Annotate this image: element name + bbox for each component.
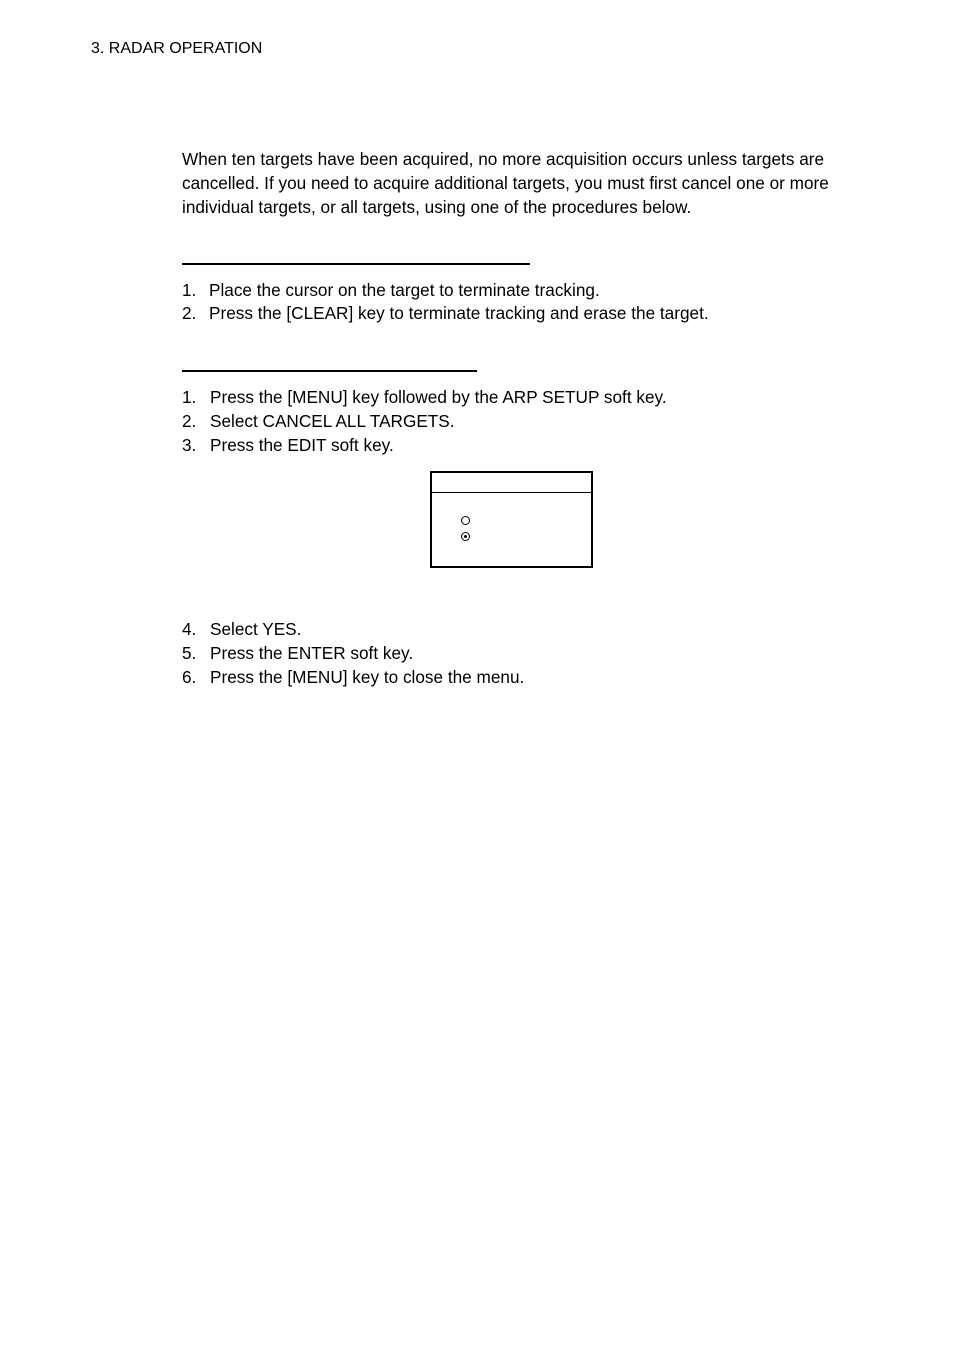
radio-selected-dot-icon: [464, 535, 467, 538]
radio-button-unselected[interactable]: [461, 516, 470, 525]
step-item: [182, 665, 524, 689]
step-item: [182, 279, 709, 302]
dialog-title-bar: [432, 473, 591, 493]
step-text: Press the [MENU] key to close the menu.: [210, 667, 525, 687]
cancel-all-steps-continued: [182, 617, 524, 689]
radio-button-selected[interactable]: [461, 532, 470, 541]
intro-paragraph: When ten targets have been acquired, no more acquisition occurs unless targets are cancelled. If you need to acquire additional targets, you must first cancel one or more individual targets, or all targets, using one of the procedures below.: [182, 149, 829, 217]
step-text: Place the cursor on the target to terminate tracking.: [209, 280, 600, 300]
step-text: Select CANCEL ALL TARGETS.: [210, 411, 455, 431]
step-text: Press the ENTER soft key.: [210, 643, 414, 663]
step-item: [182, 433, 667, 457]
step-text: Press the [CLEAR] key to terminate tracking and erase the target.: [209, 303, 709, 323]
step-number: 1.: [182, 387, 197, 407]
individual-cancel-steps: [182, 279, 709, 325]
step-item: [182, 617, 524, 641]
step-number: 2.: [182, 411, 197, 431]
step-text: Select YES.: [210, 619, 302, 639]
step-text: Press the [MENU] key followed by the ARP SETUP soft key.: [210, 387, 667, 407]
section-heading-underline: [182, 263, 530, 265]
step-number: 6.: [182, 667, 197, 687]
step-number: 1.: [182, 280, 197, 300]
running-header: 3. RADAR OPERATION: [91, 40, 263, 57]
step-item: [182, 409, 667, 433]
step-number: 5.: [182, 643, 197, 663]
cancel-all-steps: [182, 385, 667, 457]
step-item: [182, 302, 709, 325]
step-number: 4.: [182, 619, 197, 639]
step-item: [182, 385, 667, 409]
section-heading-underline: [182, 370, 477, 372]
step-number: 3.: [182, 435, 197, 455]
step-number: 2.: [182, 303, 197, 323]
step-item: [182, 641, 524, 665]
cancel-all-targets-dialog: [430, 471, 593, 568]
step-text: Press the EDIT soft key.: [210, 435, 394, 455]
